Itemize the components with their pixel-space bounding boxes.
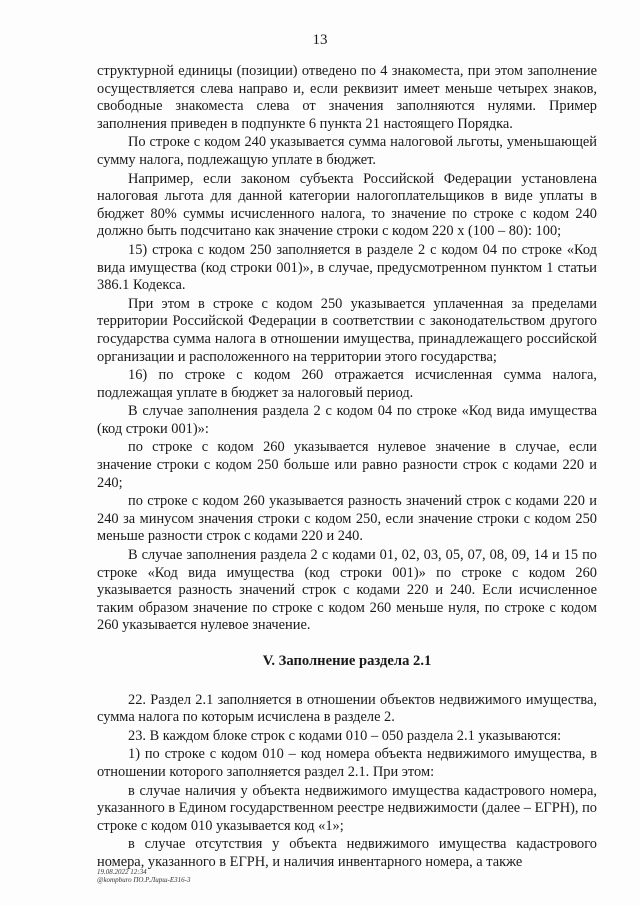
- paragraph: структурной единицы (позиции) отведено по 4 знакоместа, при этом заполнение осуществляется слева направо и, если реквизит имеет меньше четырех знаков, свободные знакоместа слева от значения заполняются нулями. Пример заполнения приведен в подпункте 6 пункта 21 настоящего Порядка.: [97, 63, 597, 132]
- paragraph: Например, если законом субъекта Российской Федерации установлена налоговая льгота для данной категории налогоплательщиков в виде уплаты в бюджет 80% суммы исчисленного налога, то значение по строке с кодом 240 должно быть подсчитано как значение строки с кодом 220 х (100 – 80): 100;: [97, 170, 597, 240]
- paragraph: по строке с кодом 260 указывается разность значений строк с кодами 220 и 240 за минусом значения строки с кодом 250, если значение строки с кодом 250 меньше разности строк с кодами 220 и 240.: [97, 493, 597, 545]
- paragraph: 23. В каждом блоке строк с кодами 010 – 050 раздела 2.1 указываются:: [128, 727, 562, 744]
- section-heading: V. Заполнение раздела 2.1: [262, 653, 432, 669]
- page-number: 13: [312, 32, 328, 48]
- document-body: [97, 63, 597, 873]
- paragraph: В случае заполнения раздела 2 с кодом 04 по строке «Код вида имущества (код строки 001)»:: [97, 403, 597, 437]
- footer-timestamp: 19.08.2022 12:34: [97, 868, 147, 876]
- paragraph: 1) по строке с кодом 010 – код номера объекта недвижимого имущества, в отношении которого заполняется раздел 2.1. При этом:: [97, 746, 597, 780]
- paragraph: в случае наличия у объекта недвижимого имущества кадастрового номера, указанного в Едином государственном реестре недвижимости (далее – ЕГРН), по строке с кодом 010 указывается код «1»;: [97, 782, 597, 834]
- paragraph: В случае заполнения раздела 2 с кодами 01, 02, 03, 05, 07, 08, 09, 14 и 15 по строке «Код вида имущества (код строки 001)» по строке с кодом 260 указывается разность значений строк с кодами 220 и 240. Если исчисленное таким образом значение по строке с кодом 260 меньше нуля, по строке с кодом 260 указывается нулевое значение.: [97, 547, 597, 634]
- paragraph: 16) по строке с кодом 260 отражается исчисленная сумма налога, подлежащая уплате в бюджет за налоговый период.: [97, 367, 597, 401]
- footer-stamp: [97, 868, 190, 884]
- footer-reference: @kompburo ПО.Р.Лирш-Е316-3: [97, 876, 191, 884]
- paragraph: По строке с кодом 240 указывается сумма налоговой льготы, уменьшающей сумму налога, подлежащую уплате в бюджет.: [97, 134, 597, 168]
- paragraph: по строке с кодом 260 указывается нулевое значение в случае, если значение строки с кодом 250 больше или равно разности строк с кодами 220 и 240;: [97, 439, 597, 491]
- paragraph: 22. Раздел 2.1 заполняется в отношении объектов недвижимого имущества, сумма налога по которым исчислена в разделе 2.: [97, 691, 597, 726]
- paragraph: При этом в строке с кодом 250 указывается уплаченная за пределами территории Российской Федерации в соответствии с законодательством другого государства сумма налога в отношении имущества, принадлежащего российской организации и расположенного на территории этого государства;: [97, 295, 597, 365]
- paragraph: 15) строка с кодом 250 заполняется в разделе 2 с кодом 04 по строке «Код вида имущества (код строки 001)», в случае, предусмотренном пунктом 1 статьи 386.1 Кодекса.: [97, 241, 597, 294]
- paragraph: в случае отсутствия у объекта недвижимого имущества кадастрового номера, указанного в ЕГРН, и наличия инвентарного номера, а также: [97, 836, 597, 870]
